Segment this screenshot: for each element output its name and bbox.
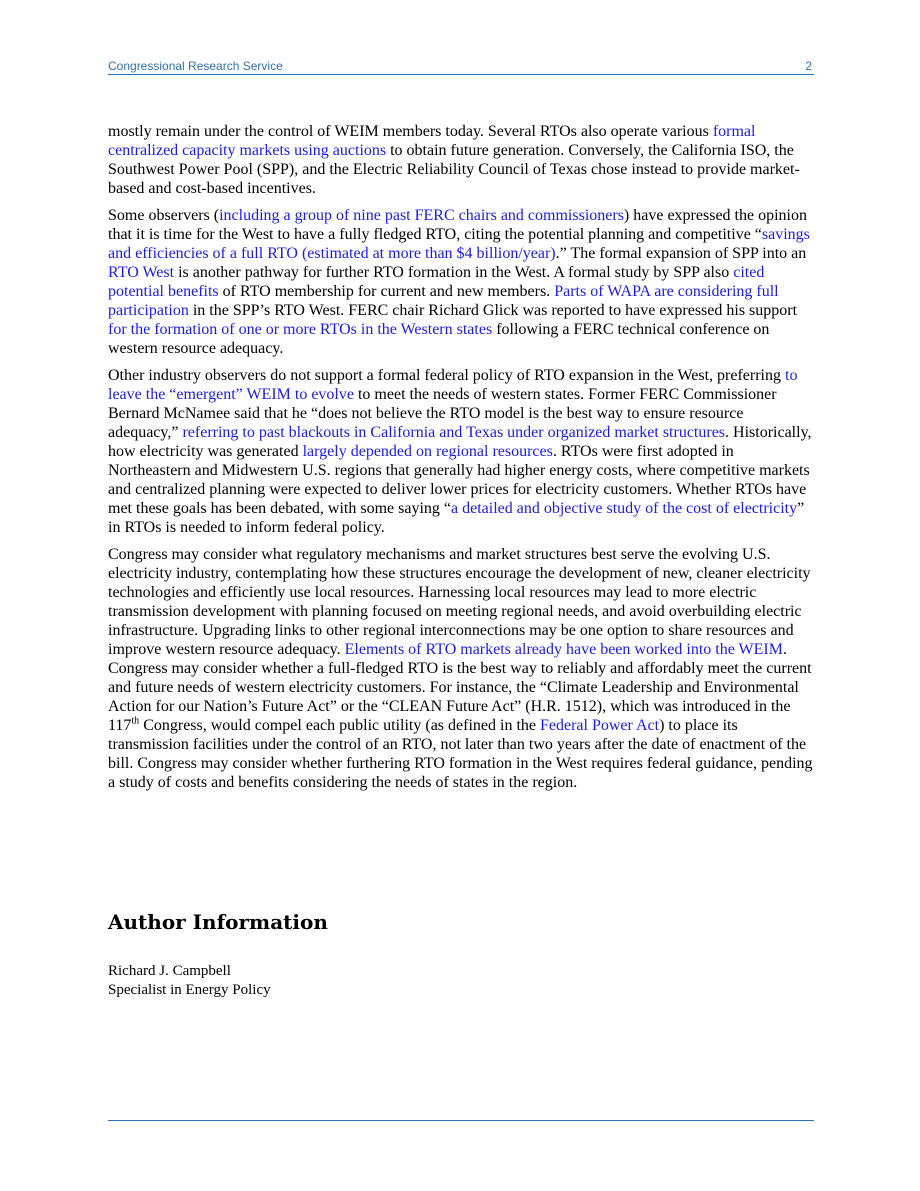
paragraph-text: ” in RTOs is needed to inform federal policy. — [108, 500, 805, 536]
paragraph-text: Some observers ( — [108, 207, 220, 224]
link-regional-resources[interactable]: largely depended on regional resources — [302, 443, 553, 460]
page-header — [108, 58, 814, 75]
paragraph-3 — [108, 366, 816, 537]
paragraph-text: ) have expressed the opinion that it is time for the West to have a fully fledged RTO, citing the potential planning and competitive “ — [108, 207, 807, 243]
header-source: Congressional Research Service — [108, 59, 283, 73]
paragraph-text: mostly remain under the control of WEIM members today. Several RTOs also operate various — [108, 123, 713, 140]
paragraph-text: following a FERC technical conference on western resource adequacy. — [108, 321, 770, 357]
footer-rule — [108, 1120, 814, 1121]
paragraph-text: Congress may consider what regulatory mechanisms and market structures best serve the evolving U.S. electricity industry, contemplating how these structures encourage the development of new, cleaner electricity technologies and efficiently use local resources. Harnessing local resources may lead to more electric transmission development with planning focused on meeting regional needs, and avoid overbuilding electric infrastructure. Upgrading links to other regional interconnections may be one option to share resources and improve western resource adequacy. — [108, 546, 811, 658]
paragraph-text: is another pathway for further RTO formation in the West. A formal study by SPP also — [174, 264, 734, 281]
author-block — [108, 962, 271, 1000]
author-title: Specialist in Energy Policy — [108, 982, 271, 998]
paragraph-1 — [108, 122, 816, 198]
link-cost-study[interactable]: a detailed and objective study of the cost of electricity — [451, 500, 798, 517]
paragraph-text: ) to place its transmission facilities under the control of an RTO, not later than two years after the date of enactment of the bill. Congress may consider whether furthering RTO formation in the West requires federal guidance, pending a study of costs and benefits considering the needs of states in the region. — [108, 717, 813, 791]
superscript-ordinal: th — [131, 715, 140, 727]
paragraph-text: . Congress may consider whether a full-fledged RTO is the best way to reliably and affordably meet the current and future needs of western electricity customers. For instance, the “Climate Leadership and Environmental Action for our Nation’s Future Act” or the “CLEAN Future Act” (H.R. 1512), which was introduced in the 117 — [108, 641, 812, 734]
link-formal-capacity-markets[interactable]: formal centralized capacity markets using auctions — [108, 123, 756, 159]
paragraph-text: Congress, would compel each public utility (as defined in the — [139, 717, 540, 734]
link-past-blackouts[interactable]: referring to past blackouts in California and Texas under organized market structures — [182, 424, 726, 441]
link-savings-full-rto[interactable]: savings and efficiencies of a full RTO (estimated at more than $4 billion/year) — [108, 226, 810, 262]
paragraph-text: in the SPP’s RTO West. FERC chair Richard Glick was reported to have expressed his support — [188, 302, 798, 319]
link-rto-west[interactable]: RTO West — [108, 264, 175, 281]
body-text — [108, 122, 816, 800]
link-federal-power-act[interactable]: Federal Power Act — [539, 717, 660, 734]
link-wapa-participation[interactable]: Parts of WAPA are considering full participation — [108, 283, 779, 319]
paragraph-2 — [108, 206, 816, 358]
paragraph-text: . RTOs were first adopted in Northeastern and Midwestern U.S. regions that generally had higher energy costs, where competitive markets and centralized planning were expected to deliver lower prices for electricity customers. Whether RTOs have met these goals has been debated, with some saying “ — [108, 443, 810, 517]
link-cited-benefits[interactable]: cited potential benefits — [108, 264, 765, 300]
author-name: Richard J. Campbell — [108, 963, 231, 979]
paragraph-text: .” The formal expansion of SPP into an — [555, 245, 807, 262]
paragraph-text: . Historically, how electricity was generated — [108, 424, 812, 460]
link-emergent-weim[interactable]: to leave the “emergent” WEIM to evolve — [108, 367, 798, 403]
paragraph-text: to obtain future generation. Conversely, the California ISO, the Southwest Power Pool (SPP), and the Electric Reliability Council of Texas chose instead to provide market-based and cost-based incentives. — [108, 142, 800, 197]
paragraph-text: Other industry observers do not support a formal federal policy of RTO expansion in the West, preferring — [108, 367, 785, 384]
author-heading: Author Information — [108, 910, 328, 934]
link-rto-formation-western-states[interactable]: for the formation of one or more RTOs in the Western states — [108, 321, 493, 338]
paragraph-text: of RTO membership for current and new members. — [218, 283, 555, 300]
link-past-ferc-chairs[interactable]: including a group of nine past FERC chairs and commissioners — [219, 207, 624, 224]
paragraph-4 — [108, 545, 816, 792]
link-rto-elements-weim[interactable]: Elements of RTO markets already have been worked into the WEIM — [344, 641, 783, 658]
page-number: 2 — [805, 59, 812, 73]
paragraph-text: to meet the needs of western states. Former FERC Commissioner Bernard McNamee said that he “does not believe the RTO model is the best way to ensure resource adequacy,” — [108, 386, 777, 441]
